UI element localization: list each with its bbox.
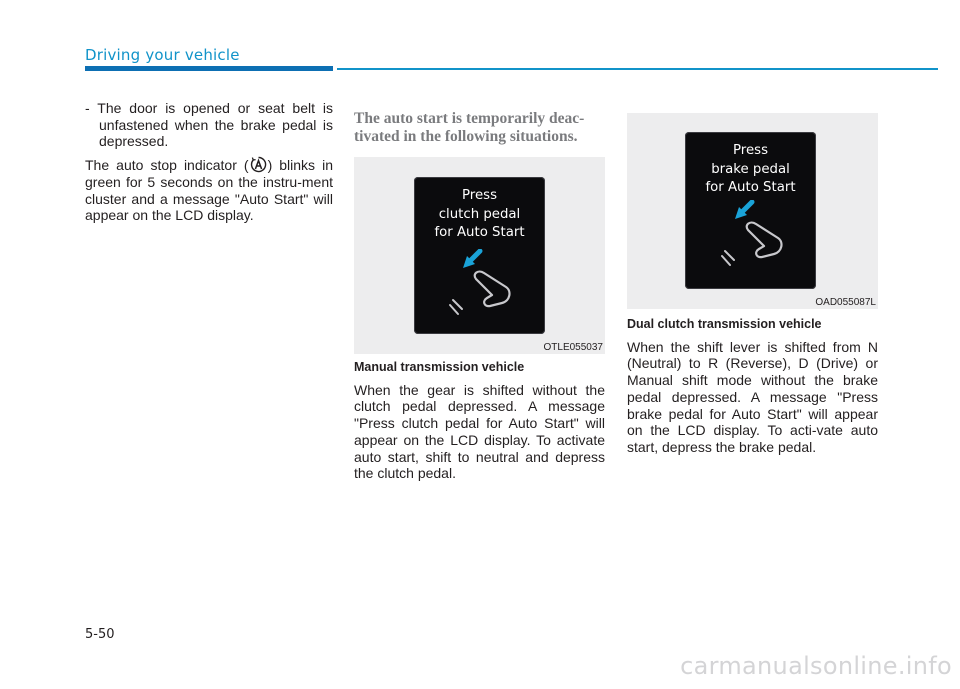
indicator-text-after: ) blinks in green for 5 seconds on the instru-ment cluster and a message "Auto Start" will appear on the LCD display.	[85, 157, 333, 224]
page-number: 5-50	[85, 627, 115, 642]
lcd-line-3: for Auto Start	[434, 225, 525, 240]
bullet-door-seatbelt: - The door is opened or seat belt is unfastened when the brake pedal is depressed.	[85, 100, 333, 150]
indicator-text-before: The auto stop indicator (	[85, 157, 249, 174]
lcd-display-brake	[685, 132, 816, 289]
column-3-body	[627, 316, 878, 462]
lcd-line-2: brake pedal	[711, 161, 790, 177]
lcd-line-1: Press	[733, 143, 768, 158]
column-1	[85, 100, 333, 230]
manual-transmission-text: When the gear is shifted without the clutch pedal depressed. A message "Press clutch pedal for Auto Start" will appear on the LCD display. To activate auto start, shift to neutral and depress the clutch pedal.	[354, 381, 605, 482]
caption-dual-clutch: Dual clutch transmission vehicle	[627, 317, 822, 331]
lcd-line-2: clutch pedal	[438, 206, 521, 222]
lcd-line-1: Press	[462, 188, 497, 203]
auto-stop-indicator-paragraph	[85, 156, 333, 224]
figure-code: OAD055087L	[815, 297, 876, 308]
lcd-display-clutch	[414, 177, 545, 334]
press-pedal-icon	[685, 200, 816, 280]
column-2-body	[354, 359, 605, 488]
header-rule-dark	[85, 66, 333, 71]
caption-manual: Manual transmission vehicle	[354, 360, 525, 374]
watermark: carmanualsonline.info	[680, 652, 952, 680]
lcd-message-brake	[685, 142, 816, 198]
press-pedal-icon	[414, 249, 545, 329]
figure-clutch-pedal	[354, 157, 605, 354]
section-heading: The auto start is temporarily deac-tivated in the following situations.	[354, 110, 585, 145]
figure-code: OTLE055037	[543, 342, 603, 353]
dual-clutch-text: When the shift lever is shifted from N (Neutral) to R (Reverse), D (Drive) or Manual shift mode without the brake pedal depressed. A message "Press brake pedal for Auto Start" will appear on the LCD display. To acti-vate auto start, depress the brake pedal.	[627, 338, 878, 455]
figure-brake-pedal	[627, 113, 878, 309]
auto-stop-a-icon	[250, 156, 267, 173]
lcd-message-clutch	[414, 187, 545, 243]
section-title: Driving your vehicle	[85, 46, 240, 64]
lcd-line-3: for Auto Start	[705, 180, 796, 195]
header-rule-light	[337, 68, 938, 70]
